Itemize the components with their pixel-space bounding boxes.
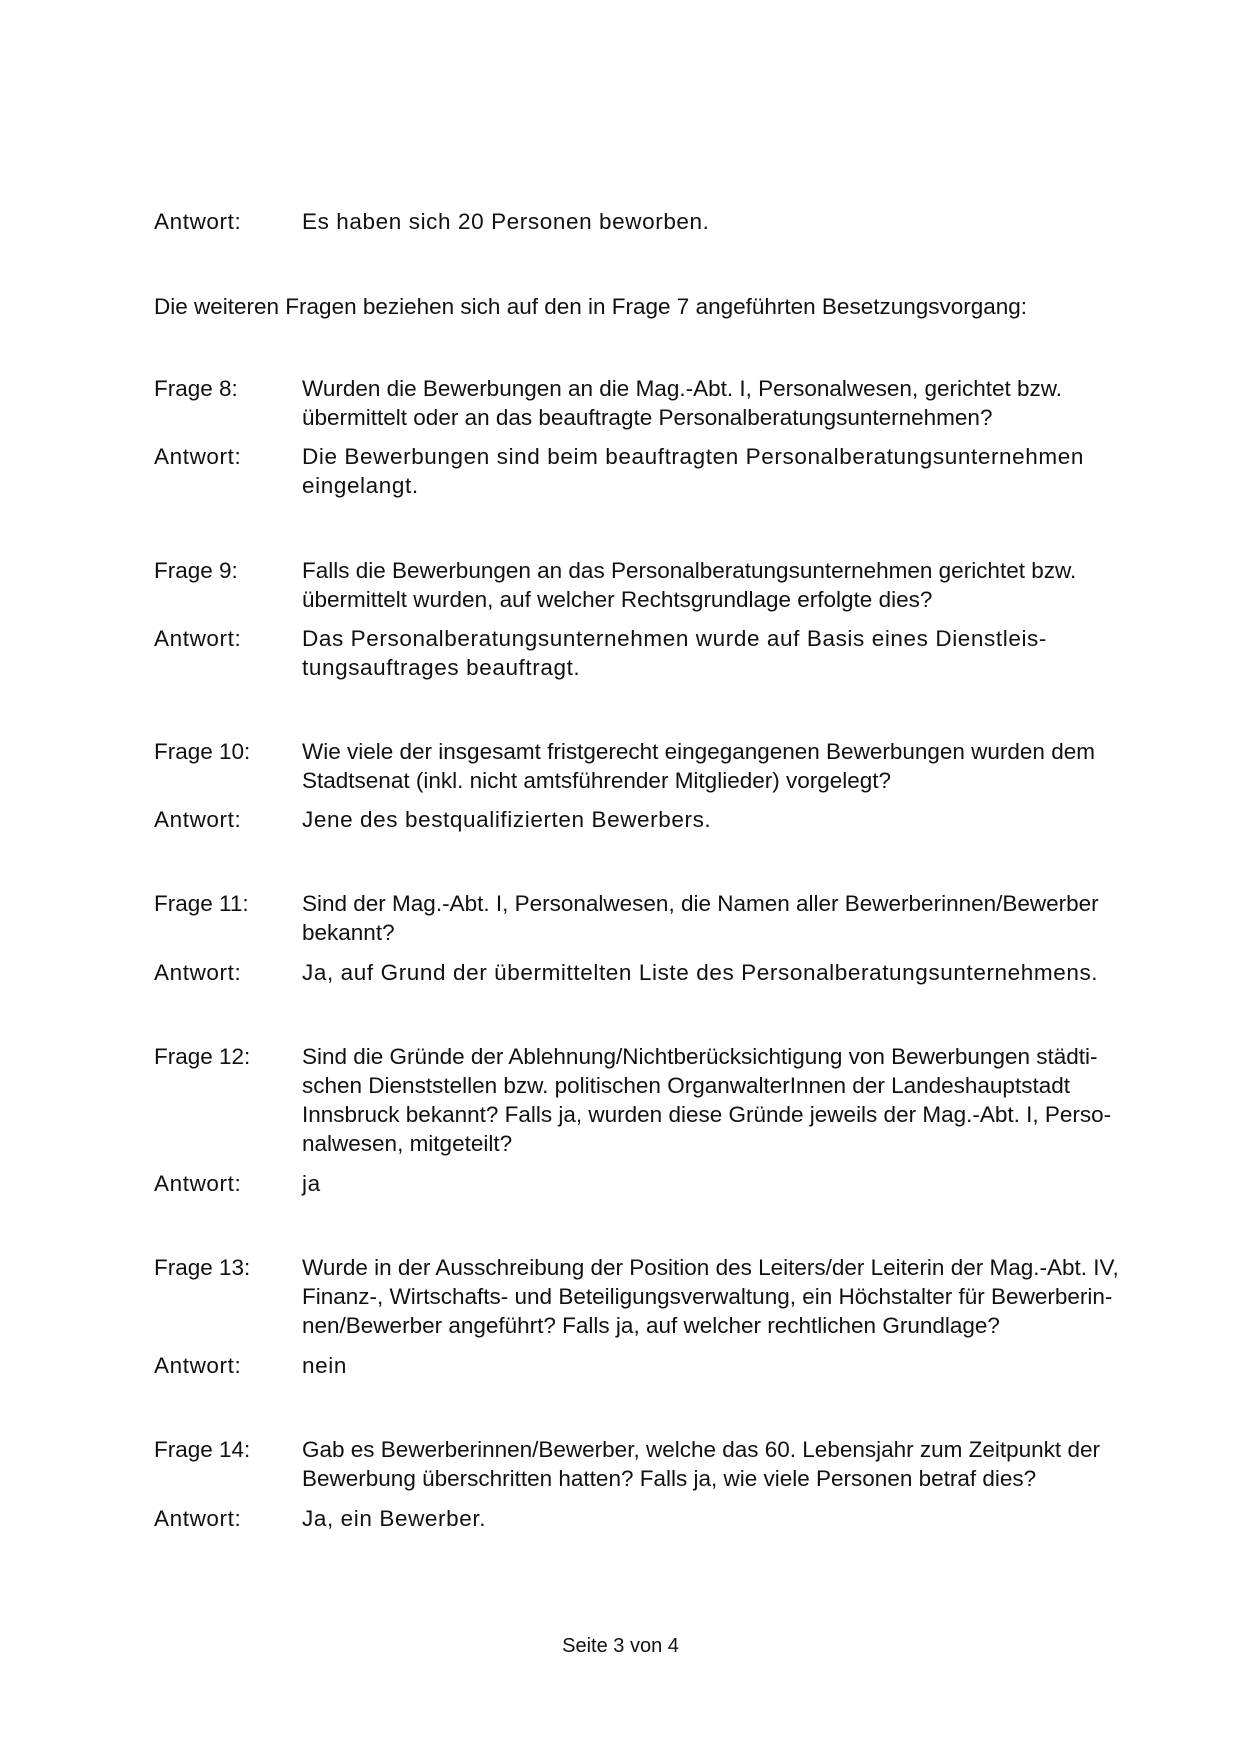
question-line: Wurde in der Ausschreibung der Position des Leiters/der Leiterin der Mag.-Abt. IV, bbox=[302, 1255, 1119, 1280]
question-line: Bewerbung überschritten hatten? Falls ja, wie viele Personen betraf dies? bbox=[302, 1466, 1037, 1491]
question-line: Wurden die Bewerbungen an die Mag.-Abt. I, Personalwesen, gerichtet bzw. bbox=[302, 376, 1063, 401]
answer-text bbox=[302, 1169, 1202, 1198]
answer-text bbox=[302, 1504, 1202, 1533]
answer-label: Antwort: bbox=[154, 626, 242, 651]
answer-line: ja bbox=[302, 1171, 321, 1196]
question-line: nalwesen, mitgeteilt? bbox=[302, 1131, 513, 1156]
question-text bbox=[302, 737, 1202, 795]
answer-label: Antwort: bbox=[154, 1506, 242, 1531]
answer-line: eingelangt. bbox=[302, 473, 419, 498]
question-label: Frage 10: bbox=[154, 739, 251, 764]
question-line: übermittelt oder an das beauftragte Personalberatungsunternehmen? bbox=[302, 405, 993, 430]
answer-line: tungsauftrages beauftragt. bbox=[302, 655, 581, 680]
question-label: Frage 14: bbox=[154, 1437, 251, 1462]
question-text bbox=[302, 1435, 1202, 1493]
question-label: Frage 8: bbox=[154, 376, 238, 401]
answer-line: Ja, ein Bewerber. bbox=[302, 1506, 487, 1531]
answer-text bbox=[302, 442, 1202, 500]
question-label: Frage 9: bbox=[154, 558, 238, 583]
answer-text: Es haben sich 20 Personen beworben. bbox=[302, 209, 710, 234]
answer-label: Antwort: bbox=[154, 209, 242, 234]
question-line: übermittelt wurden, auf welcher Rechtsgrundlage erfolgte dies? bbox=[302, 587, 933, 612]
answer-line: Die Bewerbungen sind beim beauftragten Personalberatungsunternehmen bbox=[302, 444, 1084, 469]
question-line: bekannt? bbox=[302, 920, 395, 945]
answer-line: Jene des bestqualifizierten Bewerbers. bbox=[302, 807, 712, 832]
question-line: Gab es Bewerberinnen/Bewerber, welche das 60. Lebensjahr zum Zeitpunkt der bbox=[302, 1437, 1100, 1462]
question-line: Finanz-, Wirtschafts- und Beteiligungsverwaltung, ein Höchstalter für Bewerberin- bbox=[302, 1284, 1113, 1309]
question-text bbox=[302, 889, 1202, 947]
question-label: Frage 13: bbox=[154, 1255, 251, 1280]
answer-line: Das Personalberatungsunternehmen wurde auf Basis eines Dienstleis- bbox=[302, 626, 1047, 651]
answer-label: Antwort: bbox=[154, 1171, 242, 1196]
intro-text: Die weiteren Fragen beziehen sich auf den in Frage 7 angeführten Besetzungsvorgang: bbox=[154, 294, 1028, 319]
question-line: schen Dienststellen bzw. politischen OrganwalterInnen der Landeshauptstadt bbox=[302, 1073, 1070, 1098]
answer-text bbox=[302, 624, 1202, 682]
answer-text bbox=[302, 958, 1202, 987]
answer-label: Antwort: bbox=[154, 1353, 242, 1378]
question-text bbox=[302, 556, 1202, 614]
question-line: Falls die Bewerbungen an das Personalberatungsunternehmen gerichtet bzw. bbox=[302, 558, 1077, 583]
question-text bbox=[302, 1253, 1202, 1340]
question-label: Frage 11: bbox=[154, 891, 249, 916]
question-label: Frage 12: bbox=[154, 1044, 251, 1069]
answer-text bbox=[302, 805, 1202, 834]
answer-text bbox=[302, 1351, 1202, 1380]
question-line: Sind der Mag.-Abt. I, Personalwesen, die Namen aller Bewerberinnen/Bewerber bbox=[302, 891, 1099, 916]
question-line: Innsbruck bekannt? Falls ja, wurden diese Gründe jeweils der Mag.-Abt. I, Perso- bbox=[302, 1102, 1112, 1127]
question-text bbox=[302, 374, 1202, 432]
question-line: nen/Bewerber angeführt? Falls ja, auf welcher rechtlichen Grundlage? bbox=[302, 1313, 1000, 1338]
answer-line: Ja, auf Grund der übermittelten Liste des Personalberatungsunternehmens. bbox=[302, 960, 1099, 985]
answer-line: nein bbox=[302, 1353, 347, 1378]
question-text bbox=[302, 1042, 1202, 1158]
question-line: Stadtsenat (inkl. nicht amtsführender Mitglieder) vorgelegt? bbox=[302, 768, 892, 793]
answer-label: Antwort: bbox=[154, 444, 242, 469]
answer-label: Antwort: bbox=[154, 807, 242, 832]
question-line: Wie viele der insgesamt fristgerecht eingegangenen Bewerbungen wurden dem bbox=[302, 739, 1095, 764]
page-number-footer: Seite 3 von 4 bbox=[562, 1635, 679, 1657]
question-line: Sind die Gründe der Ablehnung/Nichtberücksichtigung von Bewerbungen städti- bbox=[302, 1044, 1098, 1069]
answer-label: Antwort: bbox=[154, 960, 242, 985]
